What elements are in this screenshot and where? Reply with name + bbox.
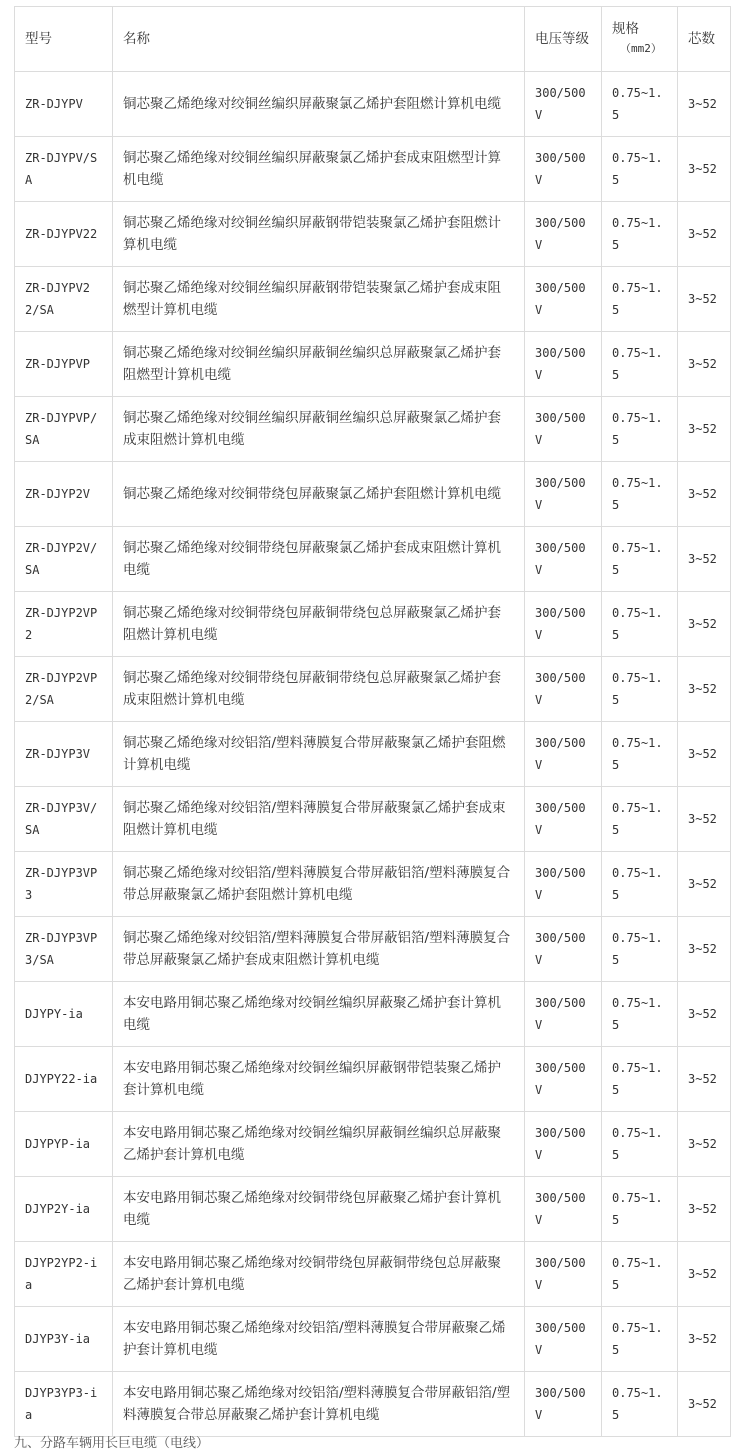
cell-spec: 0.75~1.5	[602, 462, 678, 527]
table-row	[15, 917, 731, 982]
cell-voltage: 300/500V	[525, 1372, 602, 1437]
cell-name: 铜芯聚乙烯绝缘对绞铜丝编织屏蔽聚氯乙烯护套阻燃计算机电缆	[113, 72, 525, 137]
cell-name: 本安电路用铜芯聚乙烯绝缘对绞铜丝编织屏蔽聚乙烯护套计算机电缆	[113, 982, 525, 1047]
cell-name: 铜芯聚乙烯绝缘对绞铜丝编织屏蔽铜丝编织总屏蔽聚氯乙烯护套阻燃型计算机电缆	[113, 332, 525, 397]
cell-name: 铜芯聚乙烯绝缘对绞铜丝编织屏蔽钢带铠装聚氯乙烯护套阻燃计算机电缆	[113, 202, 525, 267]
cell-model: ZR-DJYPV/SA	[15, 137, 113, 202]
cell-voltage: 300/500V	[525, 1112, 602, 1177]
table-row	[15, 202, 731, 267]
cell-model: ZR-DJYP3VP3/SA	[15, 917, 113, 982]
cell-spec: 0.75~1.5	[602, 1112, 678, 1177]
cell-name: 铜芯聚乙烯绝缘对绞铝箔/塑料薄膜复合带屏蔽聚氯乙烯护套阻燃计算机电缆	[113, 722, 525, 787]
cell-model: DJYP2YP2-ia	[15, 1242, 113, 1307]
header-spec	[602, 7, 678, 72]
cell-name: 铜芯聚乙烯绝缘对绞铜带绕包屏蔽聚氯乙烯护套成束阻燃计算机电缆	[113, 527, 525, 592]
cell-name: 本安电路用铜芯聚乙烯绝缘对绞铜带绕包屏蔽铜带绕包总屏蔽聚乙烯护套计算机电缆	[113, 1242, 525, 1307]
cell-spec: 0.75~1.5	[602, 267, 678, 332]
cell-name: 本安电路用铜芯聚乙烯绝缘对绞铜丝编织屏蔽钢带铠装聚乙烯护套计算机电缆	[113, 1047, 525, 1112]
cell-cores: 3~52	[678, 982, 731, 1047]
header-spec-unit: （mm2）	[620, 42, 662, 55]
cell-cores: 3~52	[678, 917, 731, 982]
cell-voltage: 300/500V	[525, 982, 602, 1047]
table-row	[15, 332, 731, 397]
cell-model: ZR-DJYP2VP2	[15, 592, 113, 657]
cell-cores: 3~52	[678, 462, 731, 527]
cell-cores: 3~52	[678, 202, 731, 267]
table-header-row	[15, 7, 731, 72]
cell-voltage: 300/500V	[525, 397, 602, 462]
cell-name: 铜芯聚乙烯绝缘对绞铝箔/塑料薄膜复合带屏蔽铝箔/塑料薄膜复合带总屏蔽聚氯乙烯护套阻燃计算机电缆	[113, 852, 525, 917]
cell-voltage: 300/500V	[525, 852, 602, 917]
cell-model: ZR-DJYPVP/SA	[15, 397, 113, 462]
table-row	[15, 1307, 731, 1372]
table-row	[15, 657, 731, 722]
table-row	[15, 1112, 731, 1177]
cell-voltage: 300/500V	[525, 1242, 602, 1307]
cell-model: DJYP3YP3-ia	[15, 1372, 113, 1437]
section-heading-next: 九、分路车辆用长巨电缆（电线）	[14, 1436, 210, 1451]
cell-spec: 0.75~1.5	[602, 527, 678, 592]
product-table-container	[14, 6, 730, 1437]
cell-spec: 0.75~1.5	[602, 787, 678, 852]
cell-voltage: 300/500V	[525, 787, 602, 852]
cell-model: DJYPY-ia	[15, 982, 113, 1047]
cell-name: 本安电路用铜芯聚乙烯绝缘对绞铝箔/塑料薄膜复合带屏蔽聚乙烯护套计算机电缆	[113, 1307, 525, 1372]
cell-voltage: 300/500V	[525, 1177, 602, 1242]
cell-spec: 0.75~1.5	[602, 397, 678, 462]
cell-spec: 0.75~1.5	[602, 722, 678, 787]
table-row	[15, 527, 731, 592]
cell-cores: 3~52	[678, 1177, 731, 1242]
cell-model: ZR-DJYPV22/SA	[15, 267, 113, 332]
cell-voltage: 300/500V	[525, 1307, 602, 1372]
cell-spec: 0.75~1.5	[602, 1177, 678, 1242]
cell-cores: 3~52	[678, 722, 731, 787]
cell-voltage: 300/500V	[525, 657, 602, 722]
cell-voltage: 300/500V	[525, 267, 602, 332]
cell-spec: 0.75~1.5	[602, 1372, 678, 1437]
table-row	[15, 397, 731, 462]
cell-cores: 3~52	[678, 1242, 731, 1307]
cell-cores: 3~52	[678, 657, 731, 722]
table-row	[15, 1242, 731, 1307]
cell-voltage: 300/500V	[525, 72, 602, 137]
cell-voltage: 300/500V	[525, 137, 602, 202]
table-row	[15, 1372, 731, 1437]
cell-cores: 3~52	[678, 592, 731, 657]
cell-voltage: 300/500V	[525, 332, 602, 397]
cell-cores: 3~52	[678, 397, 731, 462]
cell-model: ZR-DJYP3V	[15, 722, 113, 787]
cell-voltage: 300/500V	[525, 722, 602, 787]
cell-cores: 3~52	[678, 1047, 731, 1112]
cell-spec: 0.75~1.5	[602, 1047, 678, 1112]
table-row	[15, 462, 731, 527]
cell-voltage: 300/500V	[525, 1047, 602, 1112]
cell-spec: 0.75~1.5	[602, 202, 678, 267]
cell-name: 本安电路用铜芯聚乙烯绝缘对绞铝箔/塑料薄膜复合带屏蔽铝箔/塑料薄膜复合带总屏蔽聚乙烯护套计算机电缆	[113, 1372, 525, 1437]
cell-spec: 0.75~1.5	[602, 917, 678, 982]
cell-spec: 0.75~1.5	[602, 592, 678, 657]
header-name: 名称	[113, 7, 525, 72]
cell-cores: 3~52	[678, 1372, 731, 1437]
cell-model: ZR-DJYPV	[15, 72, 113, 137]
header-spec-label: 规格	[612, 21, 639, 37]
cell-voltage: 300/500V	[525, 527, 602, 592]
cell-name: 铜芯聚乙烯绝缘对绞铜带绕包屏蔽铜带绕包总屏蔽聚氯乙烯护套成束阻燃计算机电缆	[113, 657, 525, 722]
cell-cores: 3~52	[678, 787, 731, 852]
cell-model: DJYPY22-ia	[15, 1047, 113, 1112]
cell-name: 铜芯聚乙烯绝缘对绞铜带绕包屏蔽铜带绕包总屏蔽聚氯乙烯护套阻燃计算机电缆	[113, 592, 525, 657]
cell-cores: 3~52	[678, 332, 731, 397]
cell-model: ZR-DJYP2V	[15, 462, 113, 527]
table-row	[15, 852, 731, 917]
table-row	[15, 982, 731, 1047]
table-row	[15, 1177, 731, 1242]
cell-cores: 3~52	[678, 1307, 731, 1372]
table-row	[15, 592, 731, 657]
cell-spec: 0.75~1.5	[602, 72, 678, 137]
cell-spec: 0.75~1.5	[602, 137, 678, 202]
cable-spec-table	[14, 6, 731, 1437]
cell-name: 本安电路用铜芯聚乙烯绝缘对绞铜丝编织屏蔽铜丝编织总屏蔽聚乙烯护套计算机电缆	[113, 1112, 525, 1177]
cell-spec: 0.75~1.5	[602, 1242, 678, 1307]
header-model: 型号	[15, 7, 113, 72]
table-row	[15, 72, 731, 137]
header-voltage: 电压等级	[525, 7, 602, 72]
cell-model: ZR-DJYP3V/SA	[15, 787, 113, 852]
cell-name: 铜芯聚乙烯绝缘对绞铝箔/塑料薄膜复合带屏蔽铝箔/塑料薄膜复合带总屏蔽聚氯乙烯护套成束阻燃计算机电缆	[113, 917, 525, 982]
table-body	[15, 72, 731, 1437]
cell-model: ZR-DJYPVP	[15, 332, 113, 397]
cell-name: 本安电路用铜芯聚乙烯绝缘对绞铜带绕包屏蔽聚乙烯护套计算机电缆	[113, 1177, 525, 1242]
cell-cores: 3~52	[678, 137, 731, 202]
cell-model: DJYPYP-ia	[15, 1112, 113, 1177]
cell-model: ZR-DJYP3VP3	[15, 852, 113, 917]
cell-voltage: 300/500V	[525, 202, 602, 267]
header-cores: 芯数	[678, 7, 731, 72]
cell-voltage: 300/500V	[525, 592, 602, 657]
cell-name: 铜芯聚乙烯绝缘对绞铜带绕包屏蔽聚氯乙烯护套阻燃计算机电缆	[113, 462, 525, 527]
table-row	[15, 787, 731, 852]
cell-model: DJYP3Y-ia	[15, 1307, 113, 1372]
cell-cores: 3~52	[678, 527, 731, 592]
cell-cores: 3~52	[678, 852, 731, 917]
cell-cores: 3~52	[678, 1112, 731, 1177]
cell-spec: 0.75~1.5	[602, 852, 678, 917]
cell-model: ZR-DJYP2V/SA	[15, 527, 113, 592]
cell-cores: 3~52	[678, 72, 731, 137]
table-row	[15, 722, 731, 787]
cell-name: 铜芯聚乙烯绝缘对绞铜丝编织屏蔽钢带铠装聚氯乙烯护套成束阻燃型计算机电缆	[113, 267, 525, 332]
cell-model: ZR-DJYP2VP2/SA	[15, 657, 113, 722]
cell-cores: 3~52	[678, 267, 731, 332]
cell-spec: 0.75~1.5	[602, 332, 678, 397]
table-row	[15, 267, 731, 332]
cell-model: DJYP2Y-ia	[15, 1177, 113, 1242]
cell-spec: 0.75~1.5	[602, 1307, 678, 1372]
cell-name: 铜芯聚乙烯绝缘对绞铜丝编织屏蔽铜丝编织总屏蔽聚氯乙烯护套成束阻燃计算机电缆	[113, 397, 525, 462]
cell-model: ZR-DJYPV22	[15, 202, 113, 267]
cell-spec: 0.75~1.5	[602, 982, 678, 1047]
cell-name: 铜芯聚乙烯绝缘对绞铜丝编织屏蔽聚氯乙烯护套成束阻燃型计算机电缆	[113, 137, 525, 202]
cell-voltage: 300/500V	[525, 917, 602, 982]
table-row	[15, 137, 731, 202]
cell-voltage: 300/500V	[525, 462, 602, 527]
table-row	[15, 1047, 731, 1112]
cell-spec: 0.75~1.5	[602, 657, 678, 722]
cell-name: 铜芯聚乙烯绝缘对绞铝箔/塑料薄膜复合带屏蔽聚氯乙烯护套成束阻燃计算机电缆	[113, 787, 525, 852]
